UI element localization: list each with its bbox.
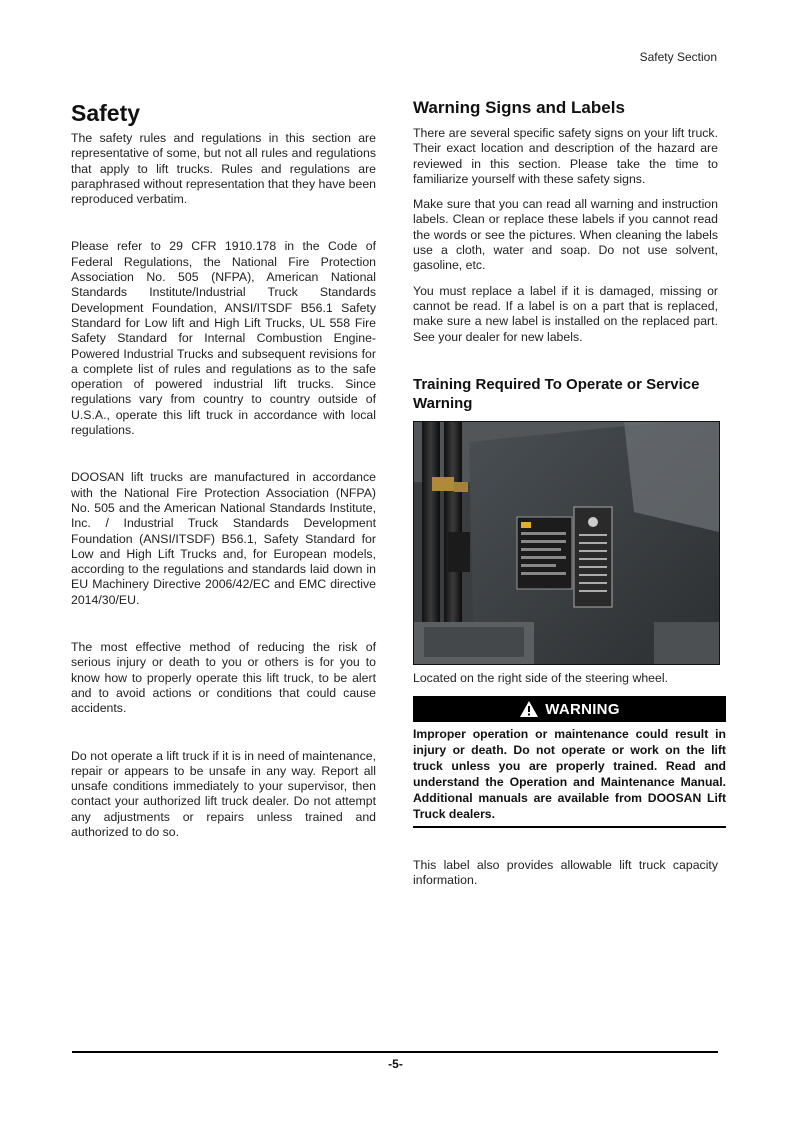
steering-column-photo-illustration [414, 422, 719, 664]
warning-label: WARNING [545, 700, 620, 718]
page-number: -5- [388, 1057, 403, 1071]
safety-title: Safety [71, 100, 141, 126]
paragraph-signs-intro: There are several specific safety signs on your lift truck. Their exact location and description of the hazard are reviewed in this section. Please take the time to familiarize yourself with these safety signs. [413, 126, 718, 186]
paragraph-risk-reduction: The most effective method of reducing the risk of serious injury or death to you or others is for you to know how to properly operate this lift truck, to be alert and to avoid actions or conditions that could cause accidents. [71, 640, 376, 716]
paragraph-doosan-compliance: DOOSAN lift trucks are manufactured in accordance with the National Fire Protection Association (NFPA) No. 505 and the American National Standards Institute, Inc. / Industrial Truck Standards Development Foundation (ANSI/ITSDF) B56.1, Safety Standard for Low and High Lift Trucks and, for European models, according to the regulations and standards laid down in EU Machinery Directive 2006/42/EC and EMC directive 2014/30/EU. [71, 470, 376, 607]
warning-triangle-icon [519, 700, 539, 718]
training-warning-title: Training Required To Operate or Service Warning [413, 375, 700, 412]
paragraph-read-labels: Make sure that you can read all warning and instruction labels. Clean or replace these labels if you cannot read the words or see the pictures. When cleaning the labels use a cloth, water and soap. Do not use solvent, gasoline, etc. [413, 197, 718, 273]
warning-label-photo [413, 421, 720, 665]
warning-box [413, 696, 726, 828]
footer-rule [72, 1051, 718, 1053]
paragraph-unsafe-conditions: Do not operate a lift truck if it is in need of maintenance, repair or appears to be unsafe in any way. Report all unsafe conditions immediately to your supervisor, then contact your authorized lift truck dealer. Do not attempt any adjustments or repairs unless trained and authorized to do so. [71, 748, 376, 839]
paragraph-rules-intro: The safety rules and regulations in this section are representative of some, but not all rules and regulations that apply to lift trucks. Rules and regulations are paraphrased without representation that they have been reproduced verbatim. [71, 131, 376, 207]
running-header: Safety Section [639, 50, 717, 64]
photo-caption: Located on the right side of the steering wheel. [413, 670, 668, 685]
paragraph-capacity-info: This label also provides allowable lift truck capacity information. [413, 858, 718, 888]
warning-message: Improper operation or maintenance could result in injury or death. Do not operate or work on the lift truck unless you are properly trained. Read and understand the Operation and Maintenance Manual. Additional manuals are available from DOOSAN Lift Truck dealers. [413, 722, 726, 828]
warning-signs-title: Warning Signs and Labels [413, 98, 625, 117]
paragraph-regulations-reference: Please refer to 29 CFR 1910.178 in the Code of Federal Regulations, the National Fire Protection Association No. 505 (NFPA), American National Standards Institute/Industrial Truck Standards Development Foundation, ANSI/ITSDF B56.1 Safety Standard for Low lift and High Lift Trucks, UL 558 Fire Safety Standard for Internal Combustion Engine-Powered Industrial Trucks and subsequent revisions for a complete list of rules and regulations as to the safe operation of powered industrial lift trucks. Since regulations vary from country to country outside of U.S.A., operate this lift truck in accordance with local regulations. [71, 239, 376, 438]
paragraph-replace-labels: You must replace a label if it is damaged, missing or cannot be read. If a label is on a part that is replaced, make sure a new label is installed on the replaced part. See your dealer for new labels. [413, 283, 718, 344]
warning-header [413, 696, 726, 722]
left-column [71, 98, 376, 872]
right-column [413, 98, 726, 899]
